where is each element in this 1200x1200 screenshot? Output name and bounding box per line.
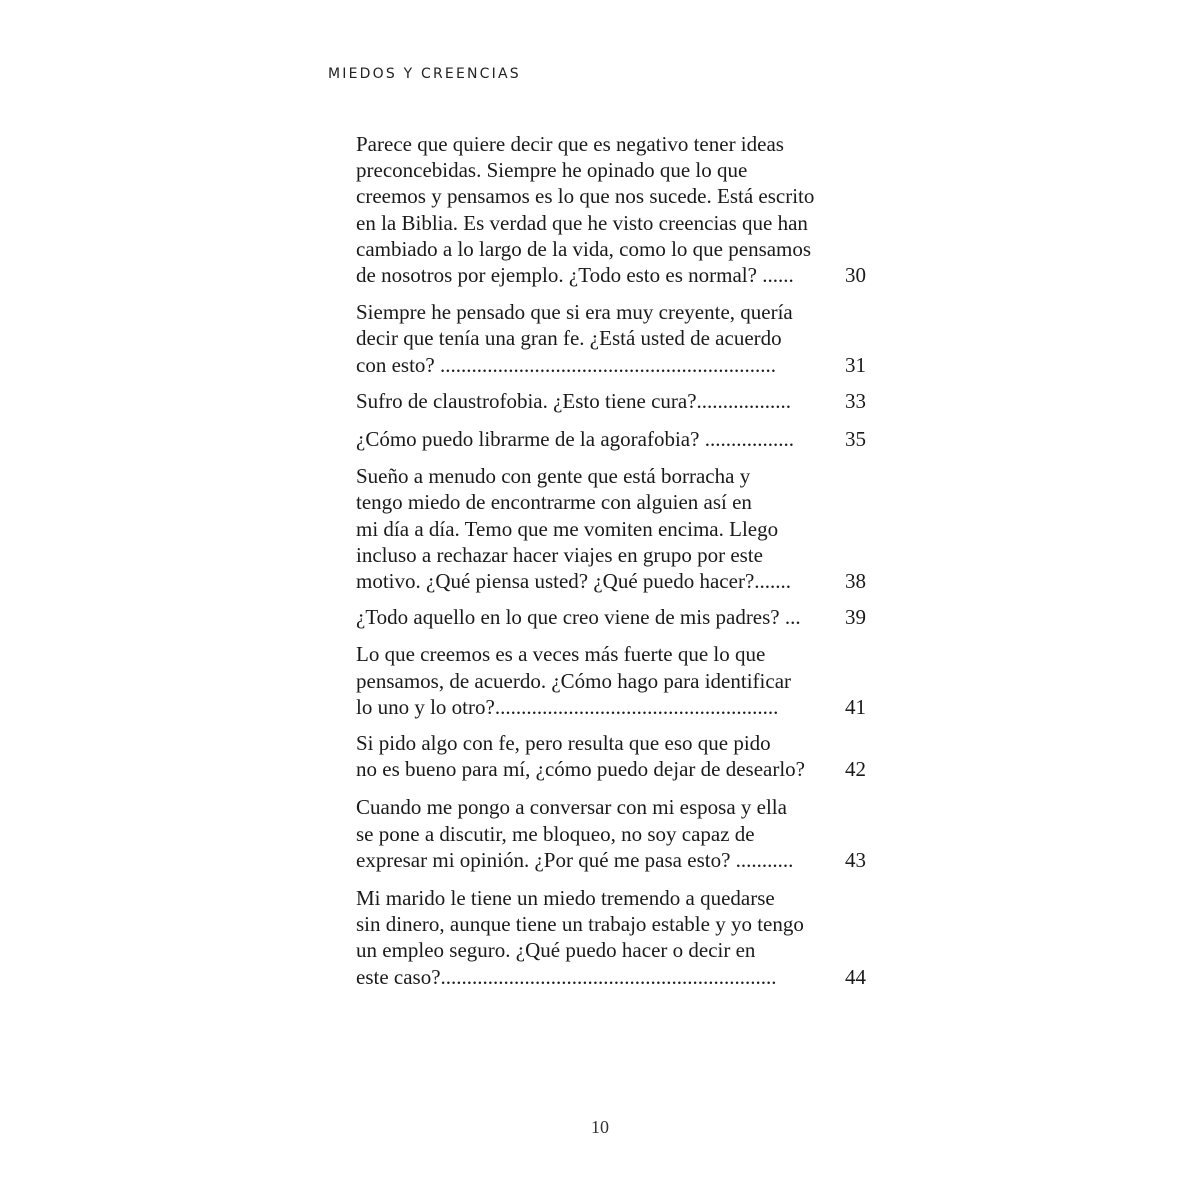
running-head: MIEDOS Y CREENCIAS: [328, 66, 521, 82]
toc-entry: [356, 426, 868, 452]
entry-line: incluso a rechazar hacer viajes en grupo por este: [356, 542, 763, 567]
entry-line: en la Biblia. Es verdad que he visto creencias que han: [356, 210, 808, 235]
toc-entry: [356, 388, 868, 414]
entry-page-number: 42: [845, 757, 866, 782]
entry-line: decir que tenía una gran fe. ¿Está usted de acuerdo: [356, 326, 782, 351]
entry-page-number: 35: [845, 427, 866, 452]
entry-line: Parece que quiere decir que es negativo tener ideas: [356, 132, 784, 156]
table-of-contents: [356, 131, 868, 990]
entry-page-number: 41: [845, 694, 866, 719]
toc-entry: [356, 885, 868, 990]
toc-entry: [356, 641, 868, 720]
entry-line: Sueño a menudo con gente que está borracha y: [356, 464, 751, 489]
toc-entry: [356, 794, 868, 873]
toc-entry: [356, 604, 868, 630]
entry-line: se pone a discutir, me bloqueo, no soy capaz de: [356, 821, 755, 846]
entry-line: Si pido algo con fe, pero resulta que eso que pido: [356, 731, 771, 756]
toc-entry: [356, 299, 868, 378]
entry-line: Sufro de claustrofobia. ¿Esto tiene cura?..................: [356, 388, 792, 413]
entry-line: Siempre he pensado que si era muy creyente, quería: [356, 300, 793, 325]
entry-page-number: 39: [845, 605, 866, 630]
entry-line: Lo que creemos es a veces más fuerte que lo que: [356, 642, 766, 667]
entry-page-number: 31: [845, 352, 866, 377]
entry-line: con esto? ................................................................: [356, 352, 776, 377]
entry-line: ¿Todo aquello en lo que creo viene de mis padres? ...: [356, 605, 801, 630]
entry-line: un empleo seguro. ¿Qué puedo hacer o decir en: [356, 938, 756, 963]
entry-line: este caso?................................................................: [356, 964, 777, 989]
entry-page-number: 44: [845, 964, 866, 989]
entry-line: pensamos, de acuerdo. ¿Cómo hago para identificar: [356, 668, 792, 693]
entry-line: motivo. ¿Qué piensa usted? ¿Qué puedo hacer?.......: [356, 569, 792, 594]
entry-line: mi día a día. Temo que me vomiten encima. Llego: [356, 516, 779, 541]
entry-line: lo uno y lo otro?......................................................: [356, 694, 779, 719]
entry-line: preconcebidas. Siempre he opinado que lo que: [356, 158, 748, 183]
entry-line: creemos y pensamos es lo que nos sucede. Está escrito: [356, 184, 815, 209]
page-number: 10: [591, 1117, 609, 1137]
entry-page-number: 30: [845, 263, 866, 288]
entry-line: no es bueno para mí, ¿cómo puedo dejar de desearlo?: [356, 757, 805, 782]
entry-line: ¿Cómo puedo librarme de la agorafobia? .................: [356, 427, 794, 452]
entry-page-number: 33: [845, 388, 866, 413]
entry-line: de nosotros por ejemplo. ¿Todo esto es normal? ......: [356, 263, 794, 288]
entry-line: cambiado a lo largo de la vida, como lo que pensamos: [356, 236, 812, 261]
entry-line: tengo miedo de encontrarme con alguien así en: [356, 490, 752, 515]
toc-entry: [356, 730, 868, 782]
toc-entry: [356, 131, 868, 288]
entry-line: expresar mi opinión. ¿Por qué me pasa esto? ...........: [356, 847, 794, 872]
entry-line: sin dinero, aunque tiene un trabajo estable y yo tengo: [356, 912, 804, 937]
entry-page-number: 43: [845, 847, 866, 872]
toc-entry: [356, 463, 868, 594]
entry-line: Cuando me pongo a conversar con mi esposa y ella: [356, 795, 787, 820]
entry-page-number: 38: [845, 569, 866, 594]
entry-line: Mi marido le tiene un miedo tremendo a quedarse: [356, 886, 775, 911]
